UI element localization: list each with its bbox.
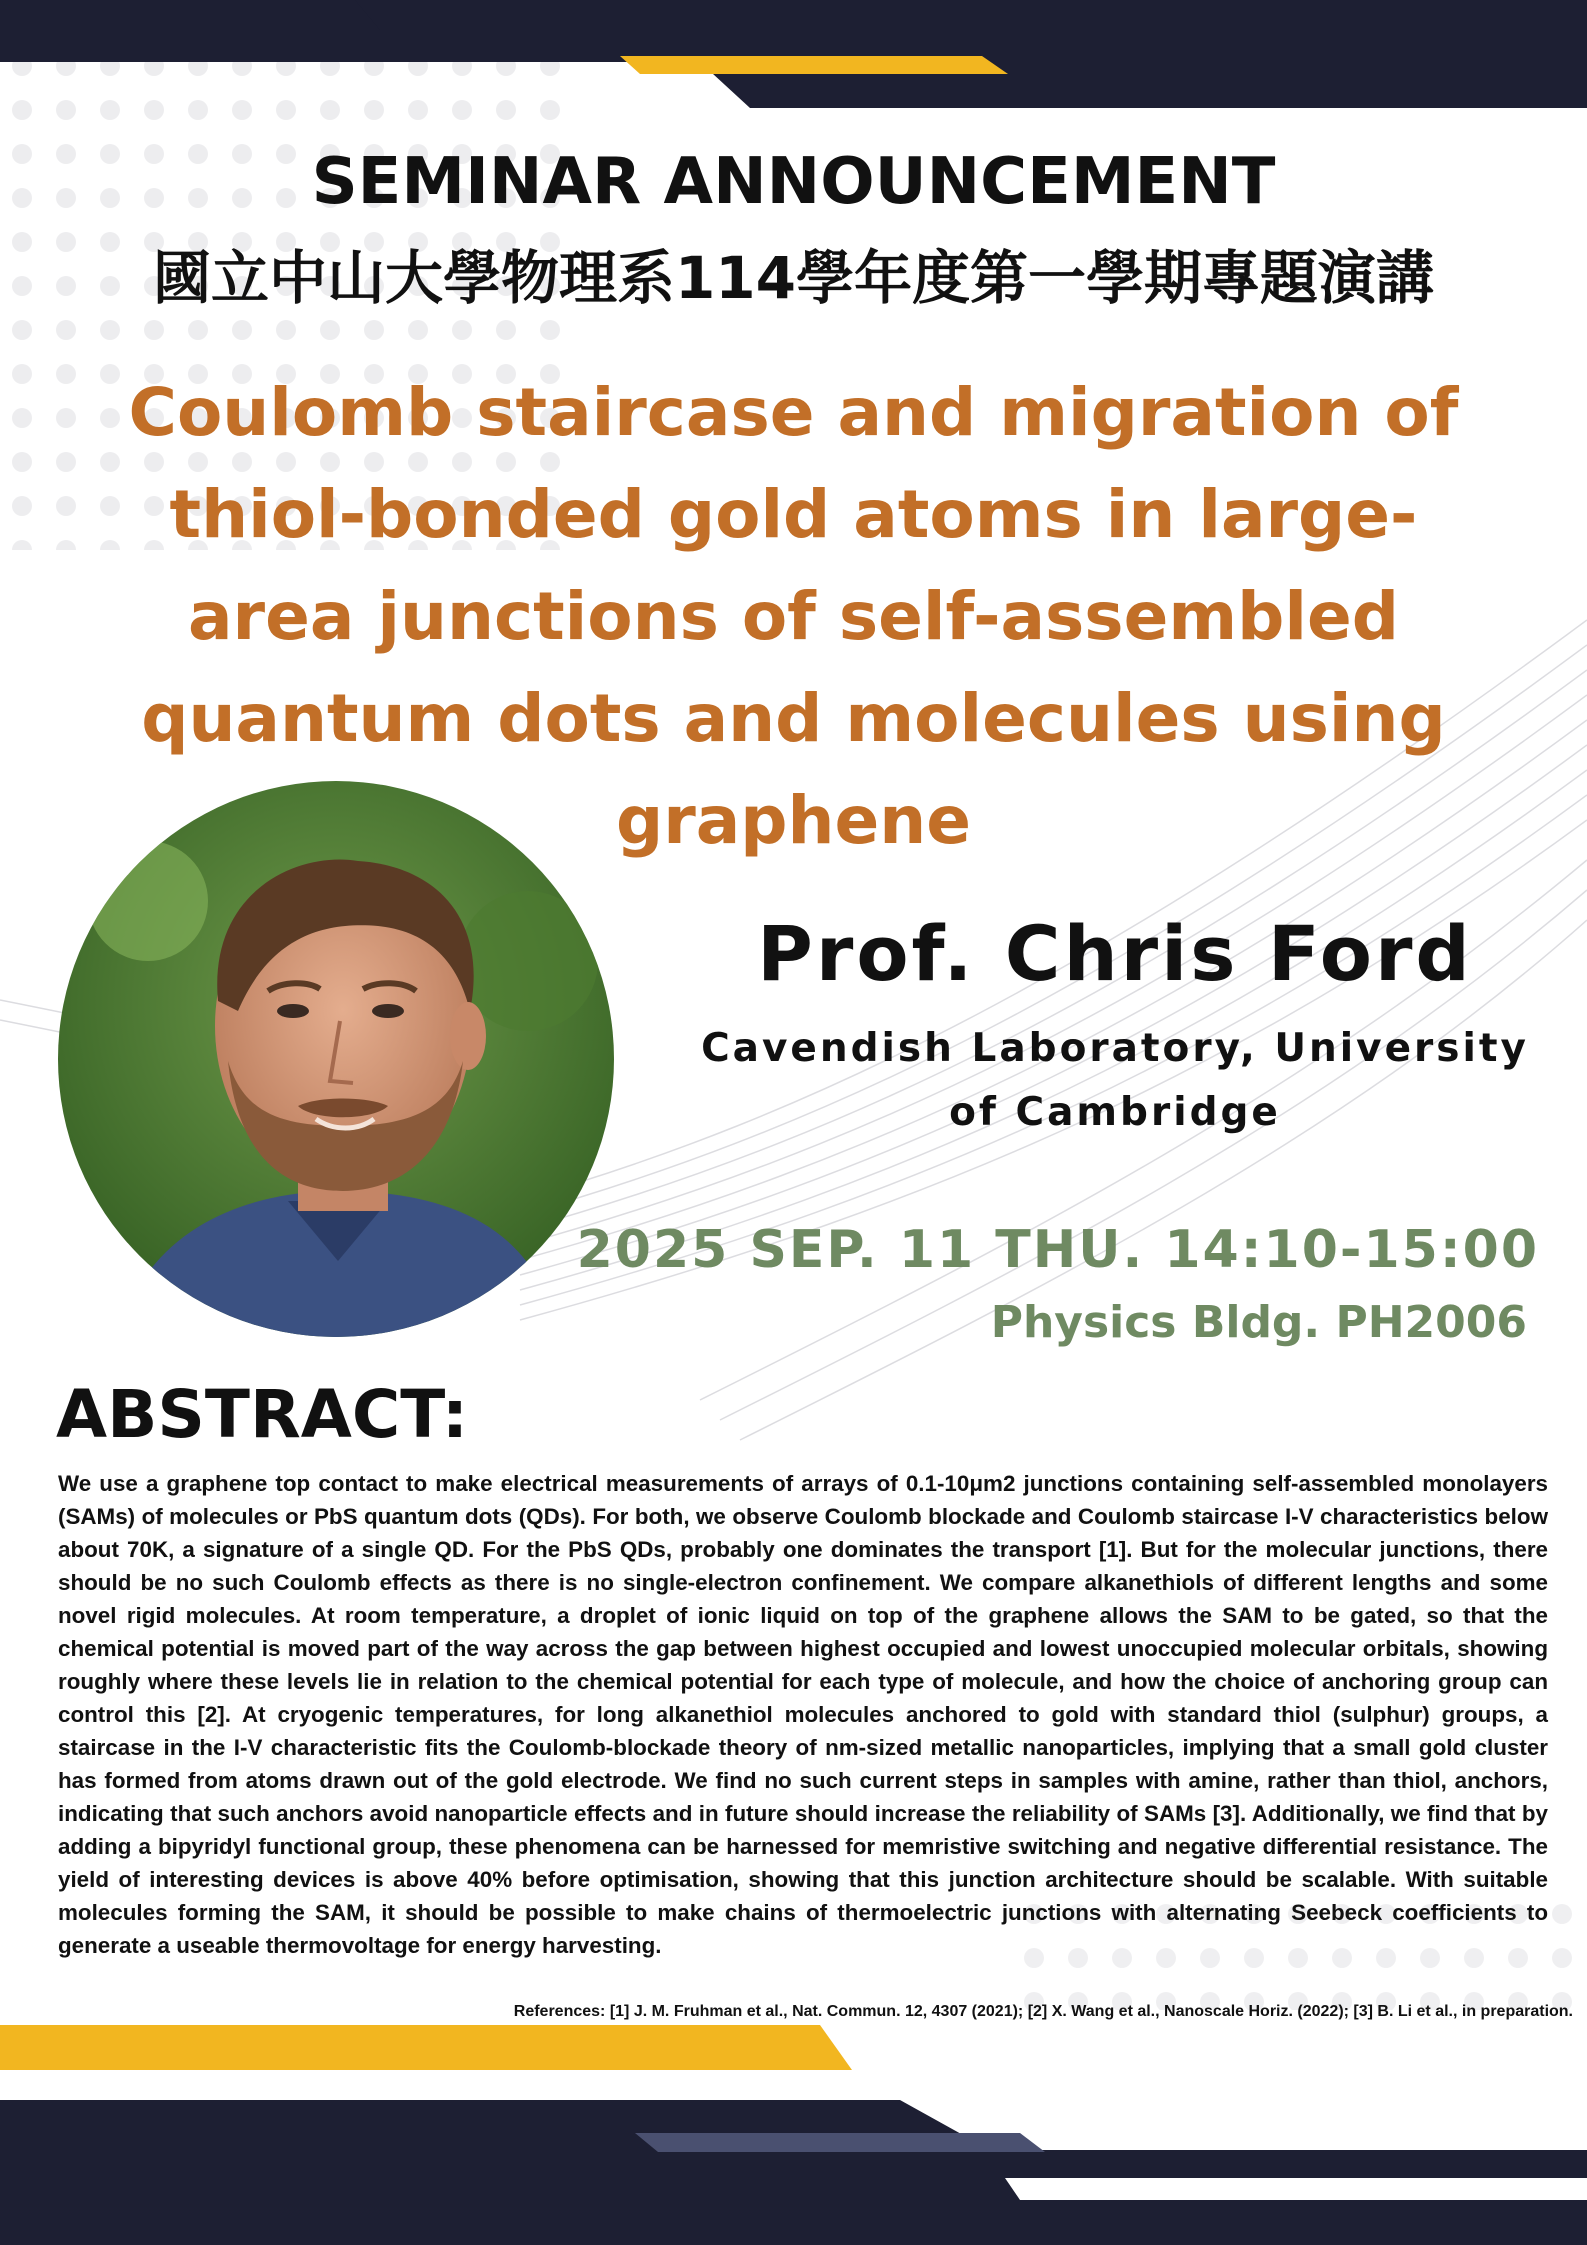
speaker-portrait-illustration (58, 781, 614, 1337)
seminar-datetime: 2025 SEP. 11 THU. 14:10-15:00 (576, 1220, 1539, 1280)
announcement-heading: SEMINAR ANNOUNCEMENT (311, 145, 1276, 219)
bottom-navy-band (0, 2100, 1587, 2245)
abstract-heading: ABSTRACT: (56, 1376, 469, 1453)
department-title-zh: 國立中山大學物理系114學年度第一學期專題演講 (152, 244, 1435, 312)
speaker-affiliation: Cavendish Laboratory, University of Cambridge (701, 1026, 1529, 1135)
bottom-white-cut (360, 2070, 900, 2100)
bottom-slate-stripe (635, 2133, 1045, 2152)
abstract-body: We use a graphene top contact to make electrical measurements of arrays of 0.1-10μm2 junctions containing self-assembled monolayers (SAMs) of molecules or PbS quantum dots (QDs). For both, we observe Coulomb blockade and Coulomb staircase I-V characteristics below about 70K, a signature of a single QD. For the PbS QDs, probably one dominates the transport [1]. But for the molecular junctions, there should be no such Coulomb effects as there is no single-electron confinement. We compare alkanethiols of different lengths and some novel rigid molecules. At room temperature, a droplet of ionic liquid on top of the graphene allows the SAM to be gated, so that the chemical potential is moved part of the way across the gap between highest occupied and lowest unoccupied molecular orbitals, showing roughly where these levels lie in relation to the chemical potential for each type of molecule, and how the choice of anchoring group can control this [2]. At cryogenic temperatures, for long alkanethiol molecules anchored to gold with standard thiol (sulphur) groups, a staircase in the I-V characteristic fits the Coulomb-blockade theory of nm-sized metallic nanoparticles, implying that a small gold cluster has formed from atoms drawn out of the gold electrode. We find no such current steps in samples with amine, rather than thiol, anchors, indicating that such anchors avoid nanoparticle effects and in future should increase the reliability of SAMs [3]. Additionally, we find that by adding a bipyridyl functional group, these phenomena can be harnessed for memristive switching and negative differential resistance. The yield of interesting devices is above 40% before optimisation, showing that this junction architecture should be scalable. With suitable molecules forming the SAM, it should be possible to make chains of thermoelectric junctions with alternating Seebeck coefficients to generate a useable thermovoltage for energy harvesting. (58, 1471, 1548, 1958)
talk-title: Coulomb staircase and migration of thiol-bonded gold atoms in large-area junctions of self-assembled quantum dots and molecules using graphene (128, 374, 1459, 859)
speaker-name: Prof. Chris Ford (757, 909, 1473, 998)
bottom-right-white-cut (1005, 2178, 1587, 2200)
top-white-cut (0, 0, 380, 30)
references: References: [1] J. M. Fruhman et al., Nat. Commun. 12, 4307 (2021); [2] X. Wang et al., Nanoscale Horiz. (2022); [3] B. Li et al., in preparation. (513, 2003, 1573, 2020)
top-gold-stripe (620, 56, 1008, 74)
speaker-photo (58, 781, 614, 1337)
seminar-venue: Physics Bldg. PH2006 (990, 1297, 1527, 1348)
bottom-gold-stripe (0, 2025, 852, 2070)
